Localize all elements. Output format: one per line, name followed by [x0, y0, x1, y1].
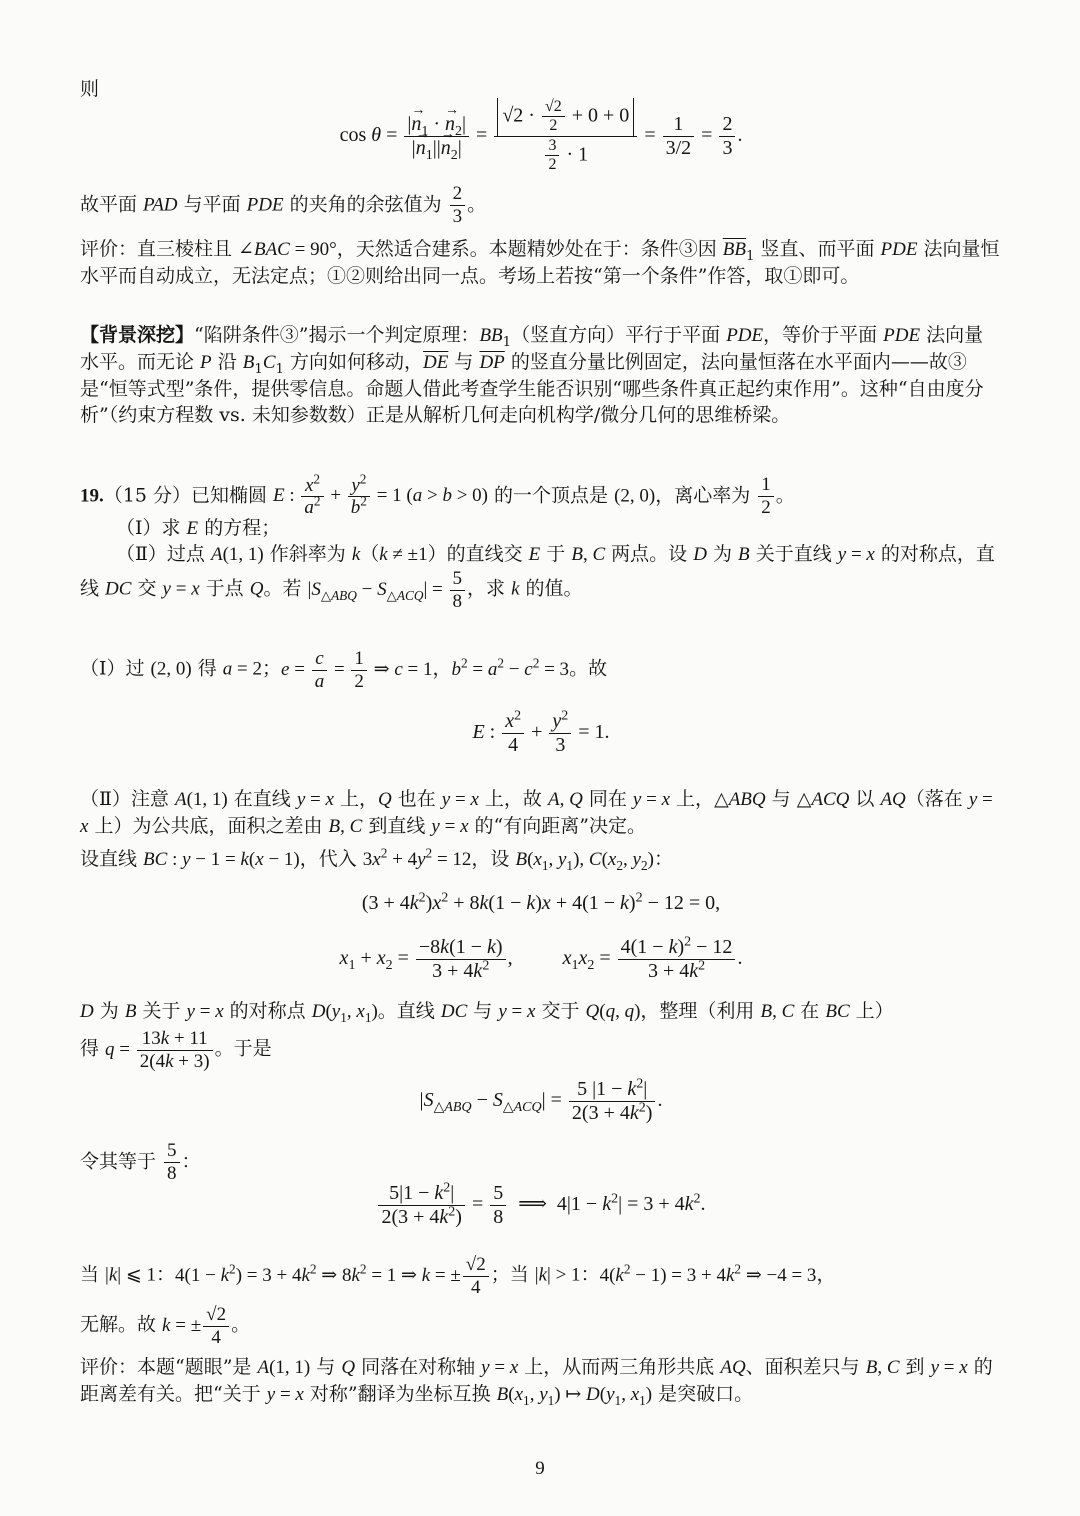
text: 的竖直分量比例固定，法向量恒落在水平面内——故③是“恒等式型”条件，提供零信息。命题人借此考查学生能否识别“哪些条件真正起约束作用”。这种“自由度分析”（约束方程数 vs. 未知参数数）正是从解析几何走向机构学/微分几何的思维桥梁。 [80, 351, 984, 426]
text: （Ⅰ）过 [80, 657, 151, 680]
text: 对称”翻译为坐标互换 [303, 1383, 497, 1405]
text: 的距离差有关。把“关于 [80, 1356, 993, 1405]
text: 法向量水平。而无论 [80, 324, 984, 373]
text: （竖直方向）平行于平面 [511, 324, 727, 346]
solution-symmetric-point: D 为 B 关于 y = x 的对称点 $D(y_1$, $x_1$)。直线 DC 与 y = x 交于 Q(q, q)，整理（利用 B, C 在 BC 上） [80, 1000, 894, 1025]
text: 。故 [569, 657, 608, 680]
text: 交于 [535, 1000, 586, 1022]
text: 上） [849, 1000, 894, 1022]
text: 。于是 [214, 1037, 272, 1060]
solution-final: 无解。故 k = ± $\frac{√2}{4}$ 。 [80, 1304, 251, 1348]
text: 与平面 [177, 193, 247, 216]
text: 故平面 [80, 193, 144, 216]
solution-q-value: 得 q = $\frac{13k + 11}{2(4k + 3)}$ 。于是 [80, 1028, 272, 1072]
text: ； [262, 657, 282, 680]
text: ， [432, 657, 452, 680]
text: 两点。设 [605, 543, 694, 565]
text: 关于直线 [749, 543, 838, 565]
equation-area-difference: $|S_{\triangle ABQ} - S_{\triangle ACQ}|$ = $\frac{5 |1 - k^2|}{2(3 + 4k^2)}$ . [419, 1076, 663, 1124]
text: 以 [849, 788, 881, 810]
text: 于点 [199, 577, 250, 600]
text: ，天然适合建系。本题精妙处在于：条件③因 [336, 238, 723, 260]
text: 。 [231, 1313, 251, 1336]
text: ，离心率为 [655, 484, 757, 507]
evaluation-paragraph-1: 评价：直三棱柱且 ∠BAC = 90°，天然适合建系。本题精妙处在于：条件③因 $\overline{BB}_1$ 竖直、而平面 PDE 法向量恒水平而自动成立，无法定点；①②则给出同一点。考场上若按“第一个条件”作答，取①即可。 [80, 238, 1000, 287]
text: 为 [706, 543, 739, 565]
text: ： [156, 1263, 176, 1286]
text: ： [653, 848, 673, 870]
question-19: 19.（15 分）已知椭圆 E : $\frac{x^2}{a^2}$ + $\frac{y^2}{b^2}$ = 1 (a > b > 0) 的一个顶点是 (2, 0)，离心率为 $\frac{1}{2}$ 。 [80, 471, 795, 519]
text: 的夹角的余弦值为 [283, 193, 448, 216]
text: （Ⅱ）过点 [116, 543, 211, 565]
equation-ellipse: E : $\frac{x^2}{4}$ + $\frac{y^2}{3}$ = 1. [472, 708, 610, 756]
text: 在直线 [227, 788, 297, 810]
text: ，设 [471, 848, 516, 870]
text: 是突破口。 [652, 1383, 754, 1405]
text: 为 [93, 1000, 125, 1022]
text: 与 [765, 788, 797, 810]
text: 沿 [211, 351, 243, 373]
text: 上，故 [478, 788, 548, 810]
solution-set-equal: 令其等于 $\frac{5}{8}$ ： [80, 1140, 201, 1184]
text: ；当 [490, 1263, 535, 1286]
evaluation-paragraph-2: 评价：本题“题眼”是 A(1, 1) 与 Q 同落在对称轴 y = x 上，从而两三角形共底 AQ、面积差只与 B, C 到 y = x 的距离差有关。把“关于 y = x 对称”翻译为坐标互换 $B(x_1$, $y_1$) ↦ $D(y_1$, $x_1$) 是突破口。 [80, 1356, 993, 1408]
solution-line-bc: 设直线 BC : y − 1 = k(x − 1)，代入 $3x^2 + 4y^2 = 12$，设 $B(x_1$, $y_1$), $C(x_2$, $y_2$)： [80, 845, 673, 873]
text: 竖直、而平面 [754, 238, 881, 260]
text: 作斜率为 [263, 543, 352, 565]
background-paragraph: 【背景深挖】“陷阱条件③”揭示一个判定原理：$BB_1$（竖直方向）平行于平面 PDE，等价于平面 PDE 法向量水平。而无论 P 沿 $B_1C_1$ 方向如何移动，$\overline{DE}$ 与 $\overline{DP}$ 的竖直分量比例固定，法向量恒落在水平面内——故③是“恒等式型”条件，提供零信息。命题人借此考查学生能否识别“哪些条件真正起约束作用”。这种“自由度分析”（约束方程数 vs. 未知参数数）正是从解析几何走向机构学/微分几何的思维桥梁。 [80, 324, 984, 426]
text: 、面积差只与 [745, 1356, 866, 1378]
conclusion-line: 故平面 PAD 与平面 PDE 的夹角的余弦值为 $\frac{2}{3}$ 。 [80, 183, 487, 227]
text: 的“有向距离”决定。 [468, 815, 646, 837]
text: 得 [191, 657, 223, 680]
text: 同落在对称轴 [355, 1356, 482, 1378]
text: 在 [794, 1000, 826, 1022]
text: 的对称点 [223, 1000, 312, 1022]
text: 方向如何移动， [283, 351, 424, 373]
text: “陷阱条件③”揭示一个判定原理： [194, 324, 480, 346]
text: ，等价于平面 [763, 324, 884, 346]
text: 交 [131, 577, 163, 600]
text: 的方程； [198, 517, 281, 539]
text: （ [360, 543, 380, 565]
text: 于 [540, 543, 572, 565]
text: ，代入 [299, 848, 363, 870]
text: 关于 [136, 1000, 187, 1022]
text: 同在 [582, 788, 633, 810]
text: 得 [80, 1037, 106, 1060]
solution-part-2: （Ⅱ）注意 A(1, 1) 在直线 y = x 上，Q 也在 y = x 上，故 A, Q 同在 y = x 上，△ABQ 与 △ACQ 以 AQ（落在 y = x 上）为公共底，面积之差由 B, C 到直线 y = x 的“有向距离”决定。 [80, 788, 993, 837]
text-ze: 则 [80, 78, 100, 100]
text: 与 [467, 1000, 499, 1022]
text: 法向量恒水平而自动成立，无法定点；①②则给出同一点。考场上若按“第一个条件”作答，取①即可。 [80, 238, 1000, 287]
page-number: 9 [535, 1458, 545, 1479]
text: 上， [333, 788, 378, 810]
text: 与 [310, 1356, 342, 1378]
text: 上，从而两三角形共底 [518, 1356, 721, 1378]
text: （落在 [905, 788, 969, 810]
text: ）的直线交 [427, 543, 529, 565]
equation-cos-theta: cos θ = $\frac{|\to n_1 \cdot \to n_2|}{|\to n_1||\to n_2|}$ = √2 · $\frac{√2}{2}$ + 0 + 0 $\frac{3}{2}$ · 1 = $\frac{1}{3/2}$ = $\frac{2}{3}$ . [80, 98, 1002, 175]
text: 上）为公共底，面积之差由 [88, 815, 329, 837]
solution-part-1: （Ⅰ）过 (2, 0) 得 a = 2；e = $\frac{c}{a}$ = $\frac{1}{2}$ ⇒ c = 1，$b^2 = a^2 - c^2 = 3$。故 [80, 648, 608, 692]
question-number: 19. [80, 485, 104, 507]
text: 到直线 [362, 815, 432, 837]
text: 的一个顶点是 [488, 484, 615, 507]
text: ，求 [467, 577, 512, 600]
text: 评价：直三棱柱且 [80, 238, 239, 260]
equation-quadratic: $(3 + 4k^2)x^2 + 8k(1 - k)x + 4(1 - k)^2 - 12 = 0$, [361, 890, 721, 914]
text: ： [181, 1150, 201, 1173]
question-19-part-1: （Ⅰ）求 E 的方程； [116, 517, 281, 539]
equation-vieta: $x_1 + x_2$ = $\frac{-8k(1 - k)}{3 + 4k^2}$ , $x_1x_2$ = $\frac{4(1 - k)^2 - 12}{3 + 4k^2}$ . [339, 934, 743, 982]
equation-solve: $\frac{5|1 - k^2|}{2(3 + 4k^2)}$ = $\frac{5}{8}$ ⟹ $4|1 - k^2| = 3 + 4k^2$. [80, 1182, 1002, 1229]
text: 当 [80, 1263, 106, 1286]
text: 与 [448, 351, 480, 373]
question-19-part-2: （Ⅱ）过点 A(1, 1) 作斜率为 k（k ≠ ±1）的直线交 E 于 B, C 两点。设 D 为 B 关于直线 y = x 的对称点，直线 DC 交 y = x 于点 Q。若 $|S_{\triangle ABQ} - S_{\triangle ACQ}|$ = $\frac{5}{8}$ ，求 k 的值。 [80, 543, 995, 612]
text: ， [816, 1263, 836, 1286]
text: 设直线 [80, 848, 144, 870]
text: 。直线 [377, 1000, 441, 1022]
section-title: 【背景深挖】 [80, 324, 195, 346]
text: 的值。 [519, 577, 583, 600]
text: 令其等于 [80, 1150, 163, 1173]
text: （15 分）已知椭圆 [103, 484, 274, 507]
text: ： [580, 1263, 600, 1286]
text: （Ⅱ）注意 [80, 788, 175, 810]
text: 。若 [263, 577, 308, 600]
text: ，整理（利用 [640, 1000, 761, 1022]
text: 评价：本题“题眼”是 [80, 1356, 258, 1378]
text: 上， [670, 788, 715, 810]
solution-cases: 当 |k| ⩽ 1：$4(1 - k^2) = 3 + 4k^2$ ⇒ $8k^2 = 1$ ⇒ k = ± $\frac{√2}{4}$ ；当 |k| > 1：$4(k^2 - 1) = 3 + 4k^2$ ⇒ −4 = 3， [80, 1254, 836, 1298]
text: 也在 [391, 788, 442, 810]
text: 的对称点，直线 [80, 543, 995, 600]
text: 无解。故 [80, 1313, 163, 1336]
text: 到 [899, 1356, 931, 1378]
text: （Ⅰ）求 [116, 517, 187, 539]
